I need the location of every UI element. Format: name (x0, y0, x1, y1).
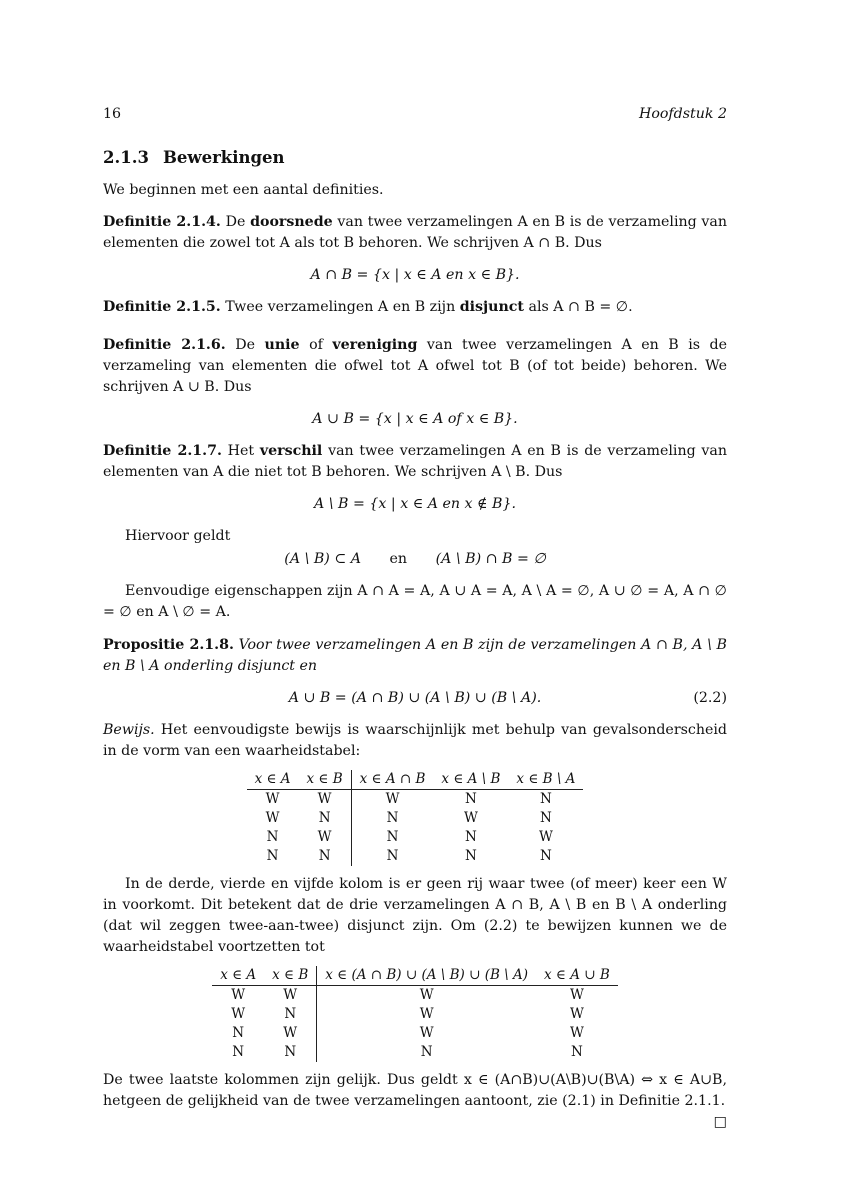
table-cell: N (232, 1025, 245, 1041)
definition-label: Definitie 2.1.4. (103, 214, 221, 230)
defined-term: unie (264, 337, 300, 353)
properties-paragraph: Eenvoudige eigenschappen zijn A ∩ A = A, A ∪ A = A, A \ A = ∅, A ∪ ∅ = A, A ∩ ∅ = ∅ en A \ ∅ = A. (103, 583, 727, 620)
table-header-cell: x ∈ A \ B (433, 770, 508, 790)
proposition-statement: Voor twee verzamelingen A en B zijn de verzamelingen A ∩ B, A \ B en B \ A onderling disjunct en (103, 637, 727, 674)
table-cell: W (463, 810, 478, 826)
table-row (247, 847, 584, 866)
table-cell: W (264, 986, 317, 1006)
defined-term: disjunct (459, 299, 524, 315)
table-cell: N (299, 847, 352, 866)
defined-term: doorsnede (250, 214, 333, 230)
table-cell: W (264, 1024, 317, 1043)
definition-label: Definitie 2.1.5. (103, 299, 221, 315)
conclusion-paragraph: De twee laatste kolommen zijn gelijk. Dus geldt x ∈ (A∩B)∪(A\B)∪(B\A) ⇔ x ∈ A∪B, hetgeen de gelijkheid van de twee verzamelingen aantoont, zie (2.1) in Definitie 2.1.1. □ (103, 1070, 727, 1112)
table-cell: N (386, 848, 399, 864)
table-cell: W (299, 790, 352, 810)
display-formula: A ∪ B = (A ∩ B) ∪ (A \ B) ∪ (B \ A). (288, 690, 542, 706)
table-row (247, 809, 584, 828)
page-header (103, 104, 727, 124)
defined-term: vereniging (332, 337, 418, 353)
intro-paragraph: We beginnen met een aantal definities. (103, 182, 384, 198)
section-title: Bewerkingen (162, 148, 285, 167)
table-cell: N (386, 829, 399, 845)
table-cell: W (419, 987, 434, 1003)
proposition-2-1-8 (103, 635, 727, 709)
table-cell: N (266, 848, 279, 864)
table-header-cell: x ∈ A (247, 770, 299, 790)
table-cell: N (465, 829, 477, 845)
page-content (103, 147, 727, 1133)
table-cell: W (385, 791, 400, 807)
definition-label: Definitie 2.1.6. (103, 337, 226, 353)
table-cell: W (231, 987, 246, 1003)
table-header-cell: x ∈ B (264, 966, 317, 986)
proof-label: Bewijs. (103, 722, 155, 738)
definition-2-1-4: Definitie 2.1.4. De doorsnede van twee verzamelingen A en B is de verzameling van elementen die zowel tot A als tot B behoren. We schrijven A ∩ B. Dus A ∩ B = {x | x ∈ A en x ∈ B}. (103, 212, 727, 286)
truth-table-1 (247, 770, 584, 866)
table-cell: W (419, 1025, 434, 1041)
table-cell: W (569, 1025, 584, 1041)
hiervoor-formula: (A \ B) ⊂ A en (A \ B) ∩ B = ∅ (284, 551, 546, 567)
table-cell: N (232, 1044, 245, 1060)
definition-2-1-7: Definitie 2.1.7. Het verschil van twee verzamelingen A en B is de verzameling van elementen van A die niet tot B behoren. We schrijven A \ B. Dus A \ B = {x | x ∈ A en x ∉ B}. (103, 441, 727, 515)
table-cell: N (571, 1044, 583, 1060)
table-cell: N (465, 848, 477, 864)
table-cell: N (264, 1043, 317, 1062)
table-cell: N (299, 809, 352, 828)
display-formula: A ∪ B = {x | x ∈ A of x ∈ B}. (312, 411, 518, 427)
equation-2-2 (103, 688, 727, 709)
table-cell: W (265, 810, 280, 826)
table-cell: N (386, 810, 399, 826)
table-cell: N (540, 791, 552, 807)
table-row (247, 790, 584, 810)
qed-symbol: □ (713, 1114, 727, 1130)
table-row (212, 1024, 618, 1043)
section-number: 2.1.3 (103, 148, 149, 167)
table-row (212, 1043, 618, 1062)
display-formula: A \ B = {x | x ∈ A en x ∉ B}. (313, 496, 516, 512)
table-header-cell: x ∈ A ∩ B (351, 770, 433, 790)
proof-paragraph: Bewijs. Het eenvoudigste bewijs is waarschijnlijk met behulp van gevalsonderscheid in de vorm van een waarheidstabel: (103, 722, 727, 759)
table-cell: N (420, 1044, 433, 1060)
table-cell: W (299, 828, 352, 847)
table-header-row (212, 966, 618, 986)
chapter-title: Hoofdstuk 2 (638, 106, 727, 122)
table-cell: W (538, 829, 553, 845)
analysis-paragraph: In de derde, vierde en vijfde kolom is er geen rij waar twee (of meer) keer een W in voorkomt. Dit betekent dat de drie verzamelingen A ∩ B, A \ B en B \ A onderling (dat wil zeggen twee-aan-twee) disjunct zijn. Om (2.2) te bewijzen kunnen we de waarheidstabel voortzetten tot (103, 876, 727, 955)
table-cell: W (569, 1006, 584, 1022)
hiervoor-text: Hiervoor geldt (125, 528, 231, 544)
table-cell: N (540, 810, 552, 826)
table-cell: W (265, 791, 280, 807)
display-formula: A ∩ B = {x | x ∈ A en x ∈ B}. (310, 267, 520, 283)
truth-table-2 (212, 966, 618, 1062)
table-cell: W (419, 1006, 434, 1022)
table-cell: N (264, 1005, 317, 1024)
table-cell: N (465, 791, 477, 807)
table-row (212, 986, 618, 1006)
table-header-cell: x ∈ B (299, 770, 352, 790)
table-body (247, 790, 584, 867)
defined-term: verschil (259, 443, 323, 459)
definition-label: Definitie 2.1.7. (103, 443, 222, 459)
table-cell: N (266, 829, 279, 845)
table-row (247, 828, 584, 847)
table-body (212, 986, 618, 1063)
table-cell: W (231, 1006, 246, 1022)
table-header-cell: x ∈ B \ A (508, 770, 583, 790)
definition-2-1-5: Definitie 2.1.5. Twee verzamelingen A en B zijn disjunct als A ∩ B = ∅. (103, 299, 633, 315)
table-header-cell: x ∈ A (212, 966, 264, 986)
proposition-label: Propositie 2.1.8. (103, 637, 234, 653)
table-header-row (247, 770, 584, 790)
page-number: 16 (103, 106, 122, 122)
section-heading (103, 147, 727, 168)
table-cell: W (569, 987, 584, 1003)
table-cell: N (540, 848, 552, 864)
table-header-cell: x ∈ (A ∩ B) ∪ (A \ B) ∪ (B \ A) (317, 966, 536, 986)
table-row (212, 1005, 618, 1024)
table-header-cell: x ∈ A ∪ B (536, 966, 618, 986)
definition-2-1-6: Definitie 2.1.6. De unie of vereniging van twee verzamelingen A en B is de verzameling van elementen die ofwel tot A ofwel tot B (of tot beide) behoren. We schrijven A ∪ B. Dus A ∪ B = {x | x ∈ A of x ∈ B}. (103, 335, 727, 430)
equation-number: (2.2) (693, 690, 727, 706)
